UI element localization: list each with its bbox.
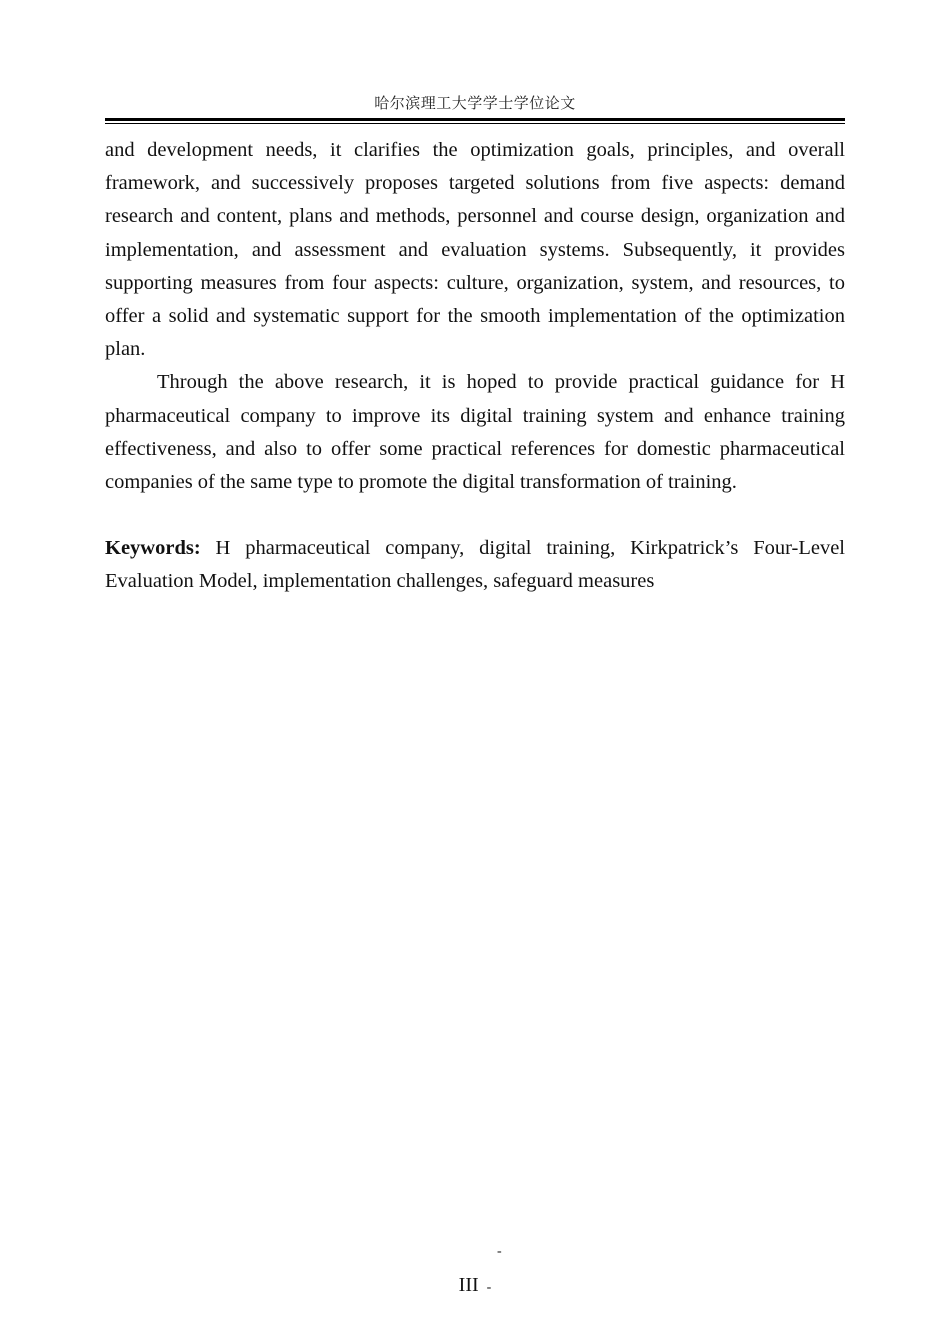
body-text [105,134,845,599]
header-rule-thick [105,118,845,121]
page-number: III [458,1274,479,1296]
keywords-text: H pharmaceutical company, digital training, Kirkpatrick’s Four-Level Evaluation Model, implementation challenges, safeguard measures [105,537,845,593]
keywords-paragraph [105,532,845,598]
paragraph-1: and development needs, it clarifies the optimization goals, principles, and overall framework, and successively proposes targeted solutions from five aspects: demand research and content, plans and methods, personnel and course design, organization and implementation, and assessment and evaluation systems. Subsequently, it provides supporting measures from four aspects: culture, organization, system, and resources, to offer a solid and systematic support for the smooth implementation of the optimization plan. [105,139,845,361]
page-number-line [0,1274,950,1297]
paragraph-2: Through the above research, it is hoped to provide practical guidance for H pharmaceutical company to improve its digital training system and enhance training effectiveness, and also to offer some practical references for domestic pharmaceutical companies of the same type to promote the digital transformation of training. [105,371,845,494]
header-rule-thin [105,123,845,124]
running-header: 哈尔滨理工大学学士学位论文 [374,94,576,112]
keywords-label: Keywords: [105,537,201,560]
footer-dash-after: - [486,1280,492,1295]
footer-dash-top: - [497,1244,502,1259]
